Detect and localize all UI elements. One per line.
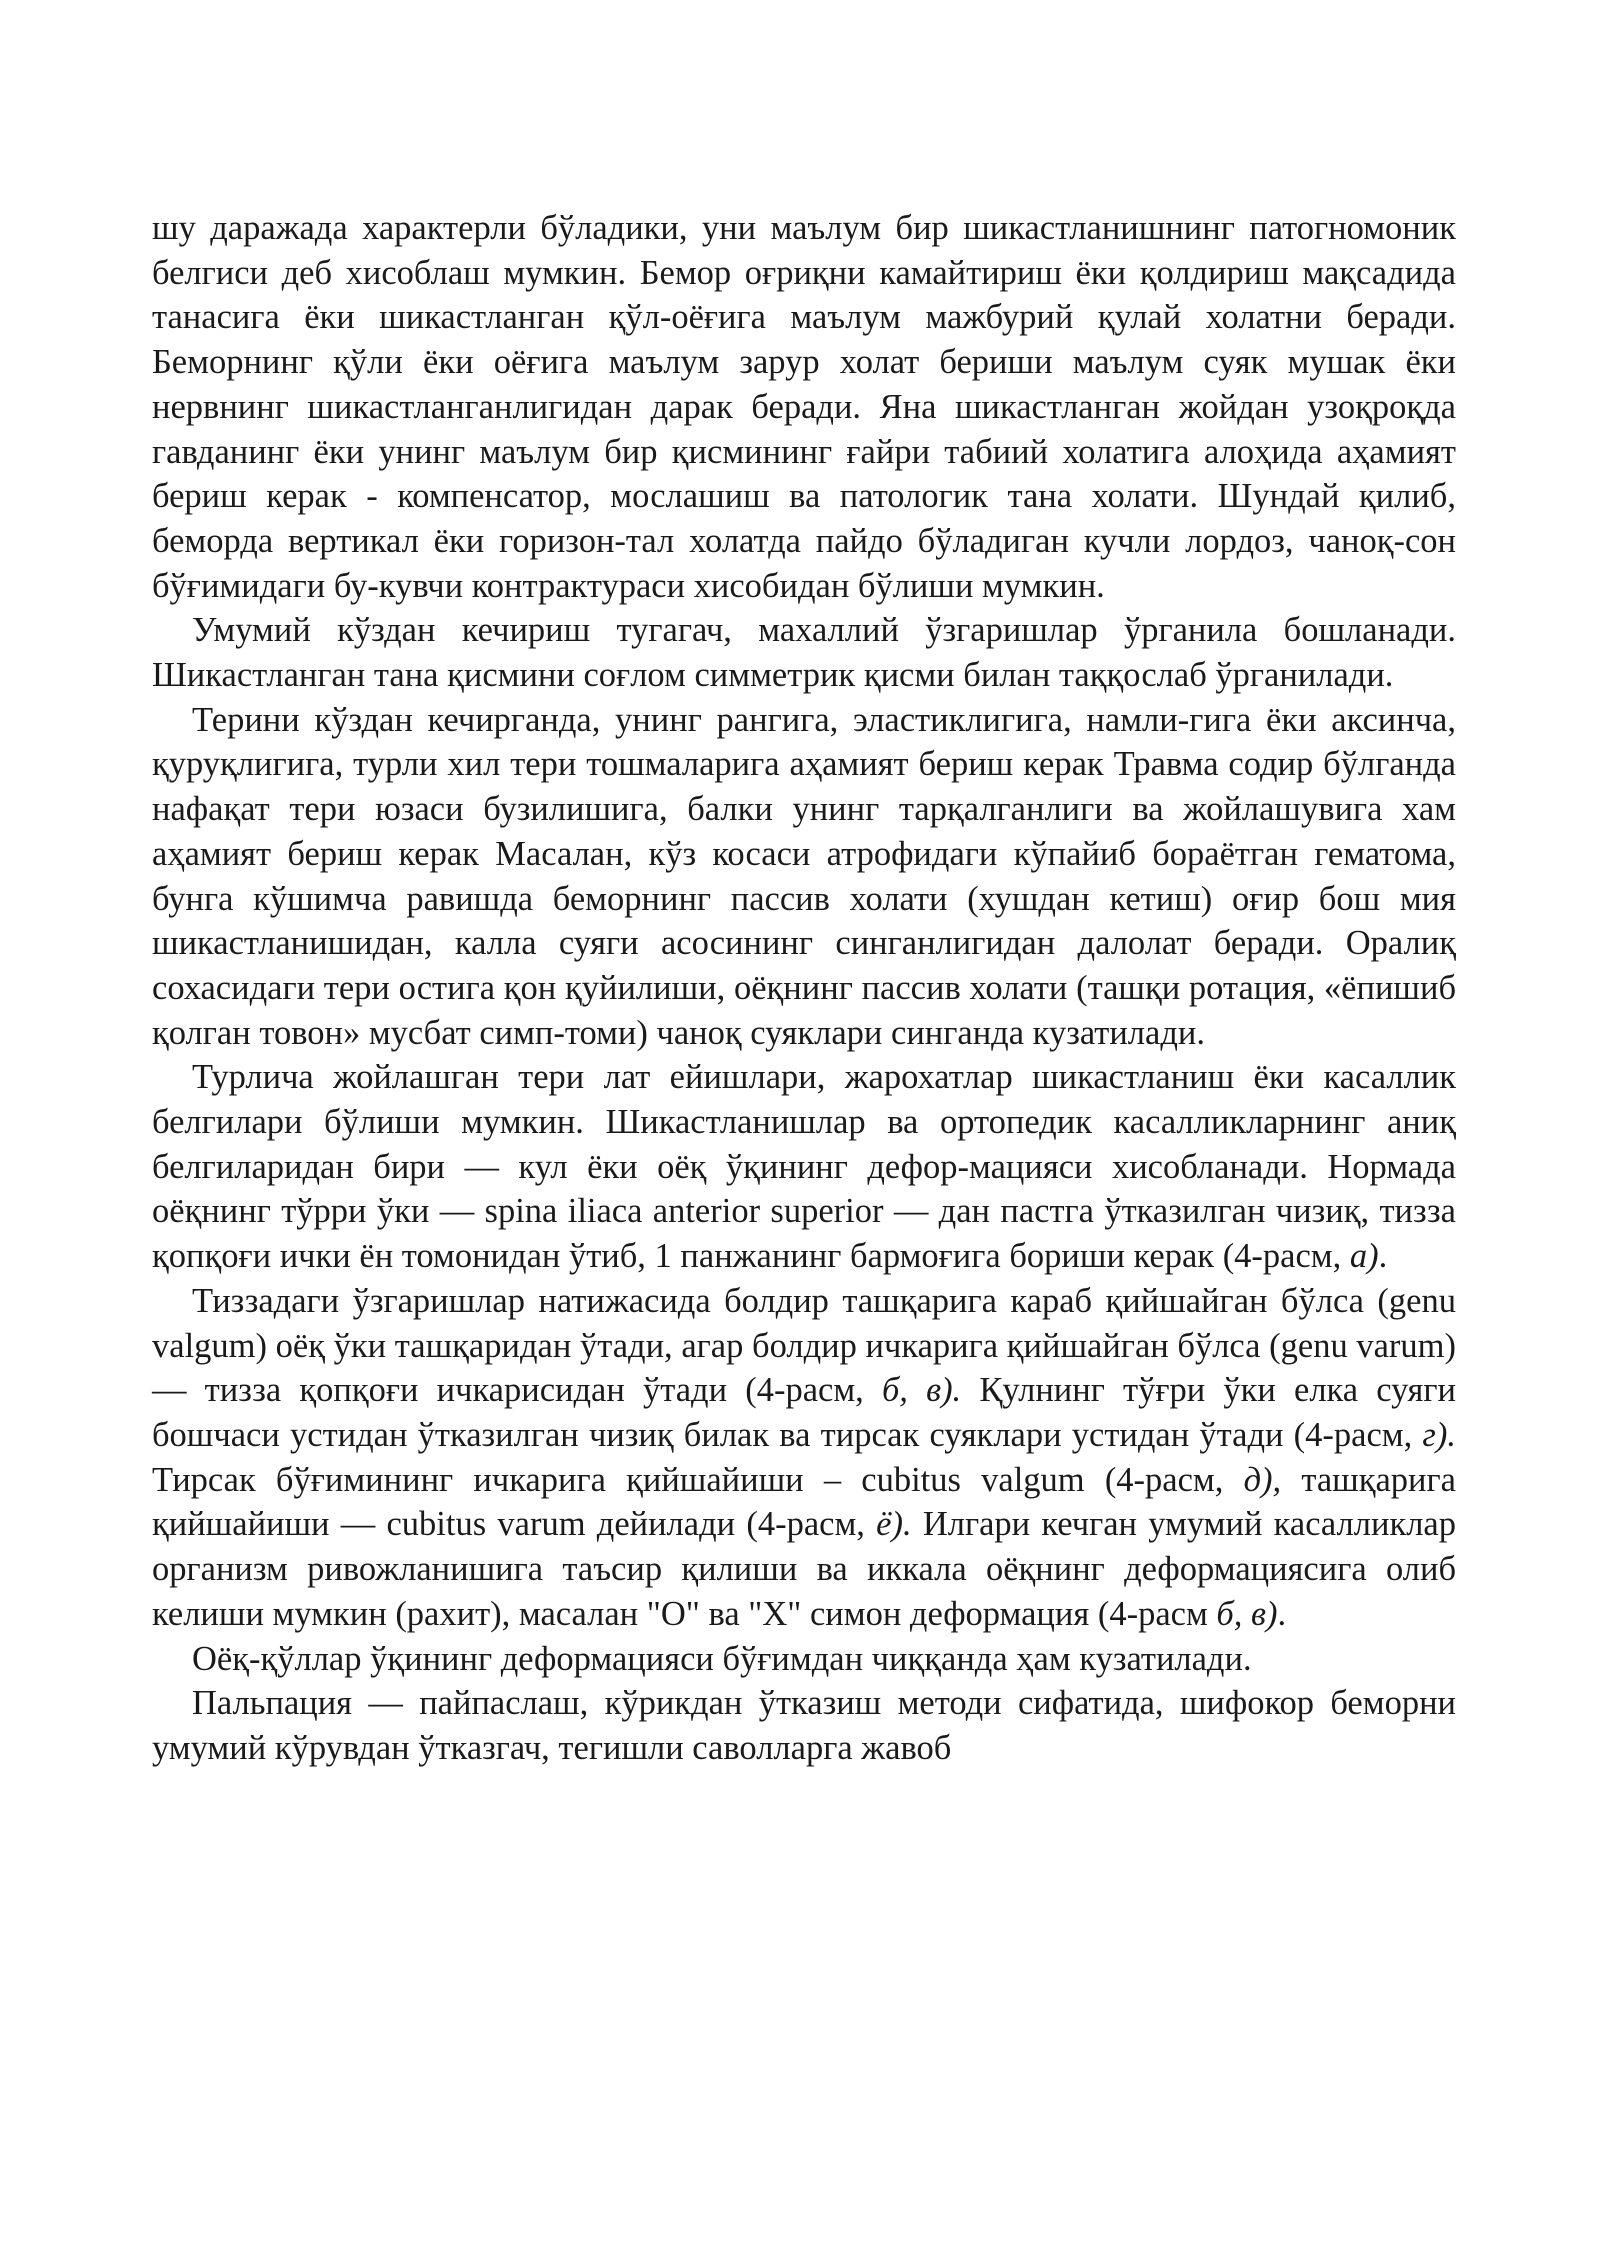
figure-ref-d: д), <box>1243 1460 1282 1499</box>
figure-ref-b-v-2: б, в) <box>1216 1594 1278 1633</box>
figure-ref-b-v: б, в). <box>881 1371 962 1410</box>
paragraph-5 <box>152 1279 1456 1637</box>
paragraph-4-text: Турлича жойлашган тери лат ейишлари, жарохатлар шикастланиш ёки касаллик белгилари бўлиши мумкин. Шикастланишлар ва ортопедик касалликларнинг аниқ белгиларидан бири — кул ёки оёқ ўқининг дефор-мацияси хисобланади. Нормада оёқнинг тўрри ўки — spina iliaca anterior superior — дан пастга ўтказилган чизиқ, тизза қопқоғи ички ён томонидан ўтиб, 1 панжанинг бармоғига бориши керак (4-расм, <box>152 1058 1456 1276</box>
paragraph-5-text-2: Қулнинг тўғри ўки елка суяги бошчаси устидан ўтказилган чизиқ билак ва тирсак суяклари устидан ўтади (4-расм, <box>152 1371 1456 1454</box>
paragraph-5-text-1: Тиззадаги ўзгаришлар натижасида болдир ташқарига караб қийшайган бўлса (genu valgum) оёқ ўки ташқаридан ўтади, агар болдир ичкарига қийшайган бўлса (genu varum) — тизза қопқоғи ичкарисидан ўтади (4-расм, <box>152 1281 1456 1410</box>
paragraph-4-end: . <box>1378 1237 1388 1276</box>
figure-ref-a: а) <box>1349 1237 1379 1276</box>
paragraph-7: Пальпация — пайпаслаш, кўрикдан ўтказиш методи сифатида, шифокор беморни умумий кўрувдан ўтказгач, тегишли саволларга жавоб <box>152 1684 1456 1767</box>
document-page <box>152 206 1456 1771</box>
figure-ref-g: г). <box>1422 1415 1456 1454</box>
paragraph-5-text-3: Тирсак бўғимининг ичкарига қийшайиши – cubitus valgum (4-расм, <box>152 1460 1244 1499</box>
paragraph-4 <box>152 1055 1456 1279</box>
paragraph-5-end: . <box>1277 1594 1287 1633</box>
paragraph-6: Оёқ-қўллар ўқининг деформацияси бўғимдан чиққанда ҳам кузатилади. <box>192 1639 1252 1678</box>
paragraph-5-text-4: ташқарига қийшайиши — cubitus varum дейилади (4-расм, <box>152 1460 1456 1544</box>
paragraph-5-text-5: Илгари кечган умумий касалликлар организм ривожланишига таъсир қилиши ва иккала оёқнинг деформациясига олиб келиши мумкин (рахит), масалан "О" ва "X" симон деформация (4-расм <box>152 1505 1456 1633</box>
paragraph-2: Умумий кўздан кечириш тугагач, махаллий ўзгаришлар ўрганила бошланади. Шикастланган тана қисмини соғлом симметрик қисми билан таққослаб ўрганилади. <box>152 611 1456 695</box>
paragraph-3: Терини кўздан кечирганда, унинг рангига, эластиклигига, намли-гига ёки аксинча, қуруқлигига, турли хил тери тошмаларига аҳамият бериш керак Травма содир бўлганда нафақат тери юзаси бузилишига, балки унинг тарқалганлиги ва жойлашувига хам аҳамият бериш керак Масалан, кўз косаси атрофидаги кўпайиб бораётган гематома, бунга кўшимча равишда беморнинг пассив холати (хушдан кетиш) оғир бош мия шикастланишидан, калла суяги асосининг синганлигидан далолат беради. Оралиқ сохасидаги тери остига қон қуйилиши, оёқнинг пассив холати (ташқи ротация, «ёпишиб қолган товон» мусбат симп-томи) чаноқ суяклари синганда кузатилади. <box>152 700 1456 1052</box>
paragraph-1: шу даражада характерли бўладики, уни маълум бир шикастланишнинг патогномоник белгиси деб хисоблаш мумкин. Бемор оғриқни камайтириш ёки қолдириш мақсадида танасига ёки шикастланган қўл-оёғига маълум мажбурий қулай холатни беради. Беморнинг қўли ёки оёғига маълум зарур холат бериши маълум суяк мушак ёки нервнинг шикастланганлигидан дарак беради. Яна шикастланган жойдан узоқроқда гавданинг ёки унинг маълум бир қисмининг ғайри табиий холатига алоҳида аҳамият бериш керак - компенсатор, мослашиш ва патологик тана холати. Шундай қилиб, беморда вертикал ёки горизон-тал холатда пайдо бўладиган кучли лордоз, чаноқ-сон бўғимидаги бу-кувчи контрактураси хисобидан бўлиши мумкин. <box>152 209 1456 605</box>
figure-ref-yo: ё). <box>876 1505 912 1544</box>
